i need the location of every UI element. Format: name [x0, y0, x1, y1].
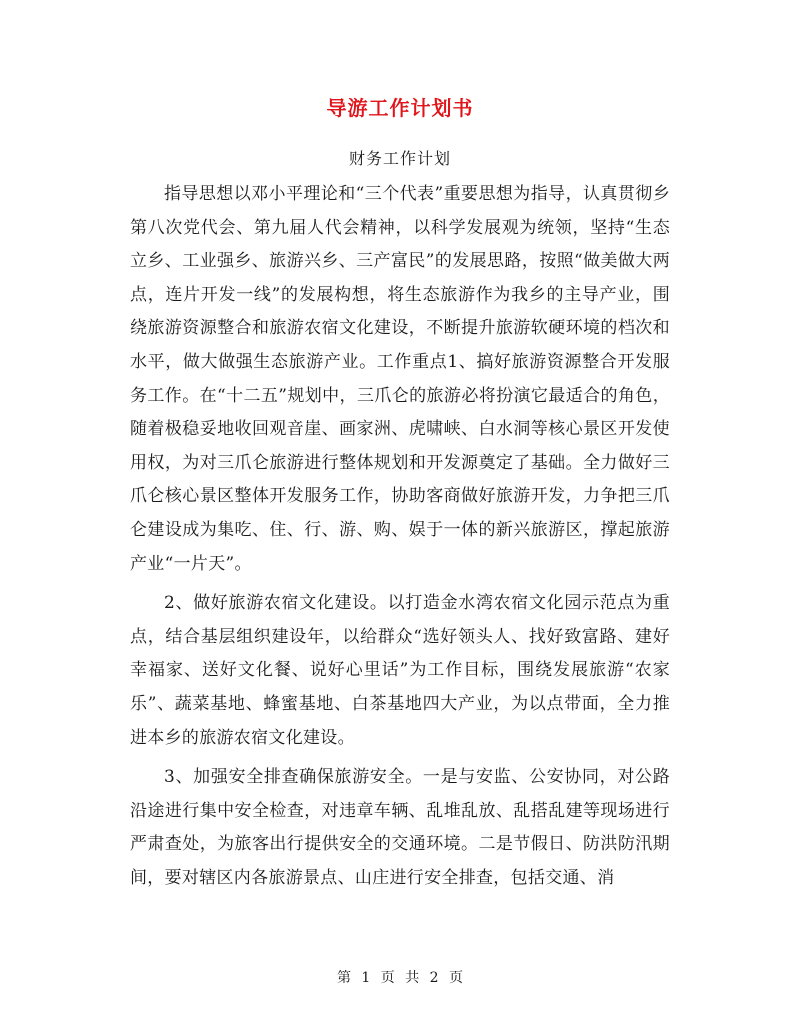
paragraph: 指导思想以邓小平理论和“三个代表”重要思想为指导，认真贯彻乡第八次党代会、第九届人代会精神，以科学发展观为统领，坚持“生态立乡、工业强乡、旅游兴乡、三产富民”的发展思路，按照“做美做大两点，连片开发一线”的发展构想，将生态旅游作为我乡的主导产业，围绕旅游资源整合和旅游农宿文化建设，不断提升旅游软硬环境的档次和水平，做大做强生态旅游产业。工作重点1、搞好旅游资源整合开发服务工作。在“十二五”规划中，三爪仑的旅游必将扮演它最适合的角色，随着极稳妥地收回观音崖、画家洲、虎啸峡、白水洞等核心景区开发使用权，为对三爪仑旅游进行整体规划和开发源奠定了基础。全力做好三爪仑核心景区整体开发服务工作，协助客商做好旅游开发，力争把三爪仑建设成为集吃、住、行、游、购、娱于一体的新兴旅游区，撑起旅游产业“一片天”。: [130, 184, 670, 574]
paragraph: 2、做好旅游农宿文化建设。以打造金水湾农宿文化园示范点为重点，结合基层组织建设年，以给群众“选好领头人、找好致富路、建好幸福家、送好文化餐、说好心里话”为工作目标，围绕发展旅游“农家乐”、蔬菜基地、蜂蜜基地、白茶基地四大产业，为以点带面，全力推进本乡的旅游农宿文化建设。: [130, 593, 670, 748]
document-subtitle: 财务工作计划: [348, 149, 451, 168]
paragraph: 3、加强安全排查确保旅游安全。一是与安监、公安协同，对公路沿途进行集中安全检查，对违章车辆、乱堆乱放、乱搭乱建等现场进行严肃查处，为旅客出行提供安全的交通环境。二是节假日、防洪防汛期间，要对辖区内各旅游景点、山庄进行安全排查，包括交通、消: [130, 767, 670, 888]
document-title: 导游工作计划书: [326, 96, 474, 120]
page-number-footer: 第 1 页 共 2 页: [336, 970, 464, 986]
document-body: [130, 178, 670, 895]
